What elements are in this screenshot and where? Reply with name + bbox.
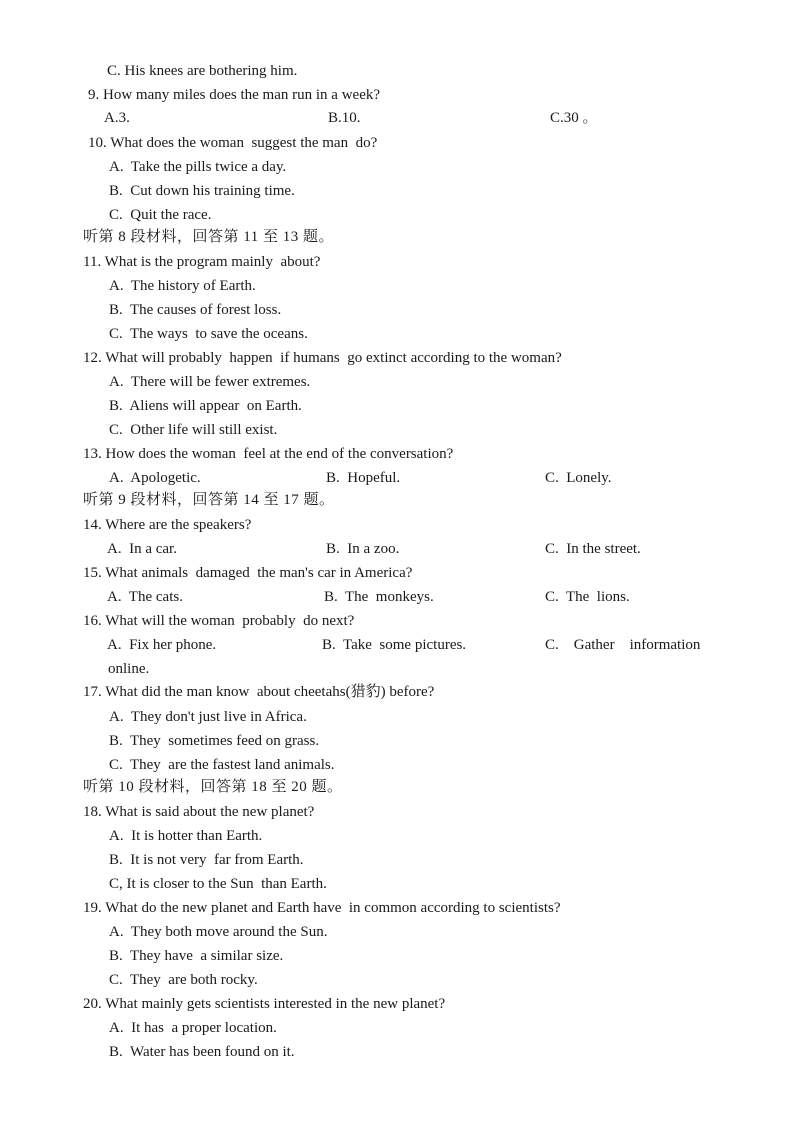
- q16-option-c: C. Gather information: [545, 637, 701, 653]
- q19-option-b: B. They have a similar size.: [109, 948, 284, 964]
- q13-question: 13. How does the woman feel at the end of the conversation?: [83, 446, 454, 462]
- q8-option-c: C. His knees are bothering him.: [107, 63, 298, 79]
- q11-option-b: B. The causes of forest loss.: [109, 302, 282, 318]
- q14-question: 14. Where are the speakers?: [83, 517, 252, 533]
- q9-question: 9. How many miles does the man run in a week?: [88, 87, 381, 103]
- section-heading-9: 听第 9 段材料，回答第 14 至 17 题。: [83, 492, 335, 508]
- q9-option-c: C.30 。: [550, 110, 598, 126]
- q9-option-b: B.10.: [328, 110, 361, 126]
- q20-option-a: A. It has a proper location.: [109, 1020, 277, 1036]
- q9-option-a: A.3.: [104, 110, 130, 126]
- q10-option-c: C. Quit the race.: [109, 207, 212, 223]
- q12-option-a: A. There will be fewer extremes.: [109, 374, 311, 390]
- q16-question: 16. What will the woman probably do next?: [83, 613, 355, 629]
- q15-option-c: C. The lions.: [545, 589, 630, 605]
- q18-option-b: B. It is not very far from Earth.: [109, 852, 304, 868]
- q10-option-b: B. Cut down his training time.: [109, 183, 295, 199]
- q15-option-a: A. The cats.: [107, 589, 183, 605]
- q17-option-b: B. They sometimes feed on grass.: [109, 733, 320, 749]
- q17-question: 17. What did the man know about cheetahs(猎豹) before?: [83, 684, 435, 700]
- q13-option-a: A. Apologetic.: [109, 470, 201, 486]
- q14-option-a: A. In a car.: [107, 541, 177, 557]
- q12-question: 12. What will probably happen if humans go extinct according to the woman?: [83, 350, 562, 366]
- q20-option-b: B. Water has been found on it.: [109, 1044, 295, 1060]
- q16-option-c-continued: online.: [108, 661, 150, 677]
- q18-option-a: A. It is hotter than Earth.: [109, 828, 263, 844]
- q20-question: 20. What mainly gets scientists interested in the new planet?: [83, 996, 446, 1012]
- section-heading-8: 听第 8 段材料，回答第 11 至 13 题。: [83, 229, 334, 245]
- q17-option-c: C. They are the fastest land animals.: [109, 757, 335, 773]
- section-heading-10: 听第 10 段材料，回答第 18 至 20 题。: [83, 779, 343, 795]
- q18-option-c: C, It is closer to the Sun than Earth.: [109, 876, 327, 892]
- q13-option-b: B. Hopeful.: [326, 470, 401, 486]
- q14-option-c: C. In the street.: [545, 541, 641, 557]
- q19-option-c: C. They are both rocky.: [109, 972, 258, 988]
- q14-option-b: B. In a zoo.: [326, 541, 400, 557]
- q13-option-c: C. Lonely.: [545, 470, 612, 486]
- q15-question: 15. What animals damaged the man's car in America?: [83, 565, 413, 581]
- q16-option-a: A. Fix her phone.: [107, 637, 217, 653]
- q10-option-a: A. Take the pills twice a day.: [109, 159, 287, 175]
- q17-option-a: A. They don't just live in Africa.: [109, 709, 307, 725]
- q19-question: 19. What do the new planet and Earth have in common according to scientists?: [83, 900, 561, 916]
- q18-question: 18. What is said about the new planet?: [83, 804, 315, 820]
- q11-question: 11. What is the program mainly about?: [83, 254, 321, 270]
- q15-option-b: B. The monkeys.: [324, 589, 434, 605]
- q12-option-b: B. Aliens will appear on Earth.: [109, 398, 302, 414]
- q10-question: 10. What does the woman suggest the man do?: [88, 135, 378, 151]
- q11-option-c: C. The ways to save the oceans.: [109, 326, 308, 342]
- q16-option-b: B. Take some pictures.: [322, 637, 467, 653]
- q19-option-a: A. They both move around the Sun.: [109, 924, 328, 940]
- q12-option-c: C. Other life will still exist.: [109, 422, 278, 438]
- q11-option-a: A. The history of Earth.: [109, 278, 256, 294]
